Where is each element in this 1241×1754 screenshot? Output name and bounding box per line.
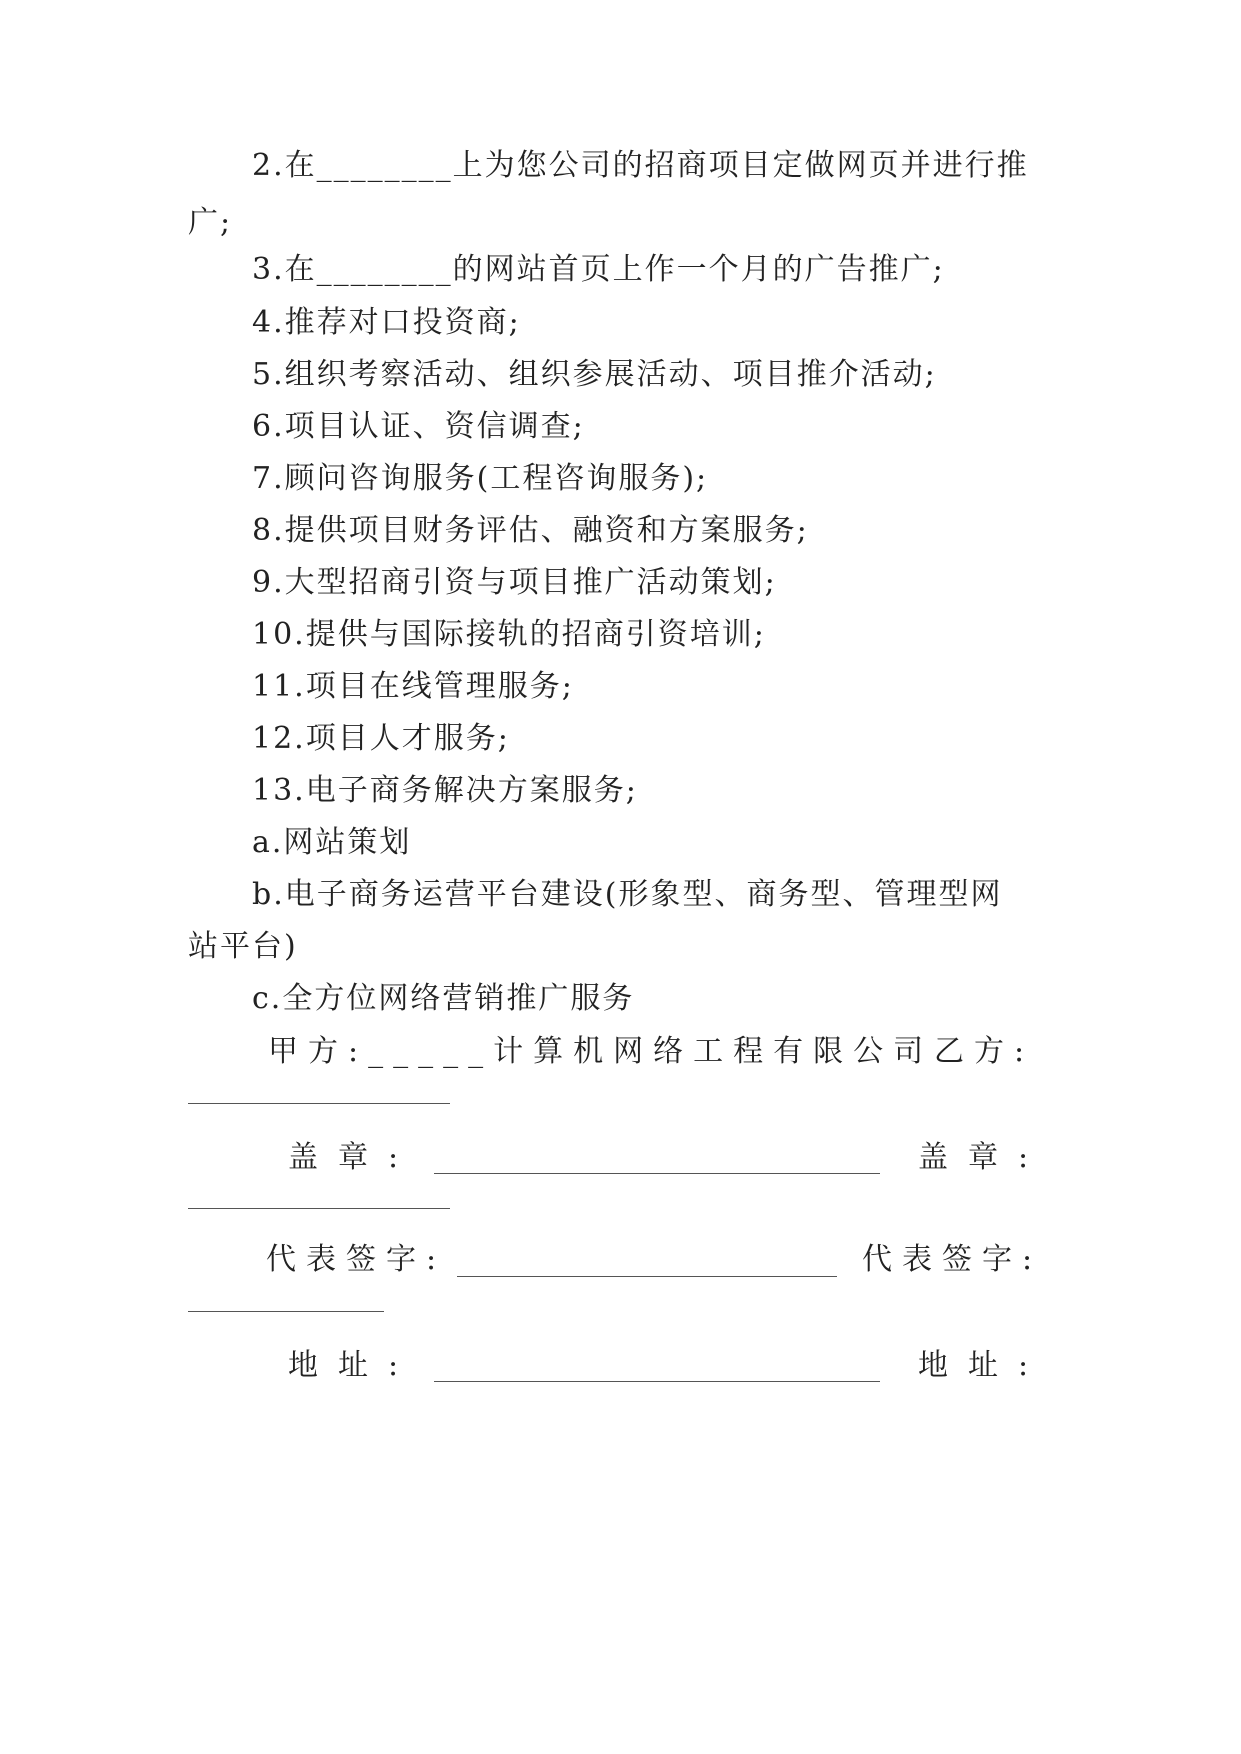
party-b-label: 乙方: [934,1034,1035,1069]
clause-7: 7.顾问咨询服务(工程咨询服务); [252,461,709,496]
addr-a-line [434,1381,880,1382]
seal-b-label: 盖章: [918,1140,1049,1175]
clause-13-a: a.网站策划 [252,825,412,860]
party-a-label: 甲方:_____计算机网络工程有限公司 [268,1034,934,1069]
clause-4: 4.推荐对口投资商; [252,305,521,340]
seal-b-line [188,1208,450,1209]
clause-5: 5.组织考察活动、组织参展活动、项目推介活动; [252,357,937,392]
addr-a-label: 地址: [288,1348,419,1383]
clause-10: 10.提供与国际接轨的招商引资培训; [252,617,766,652]
clause-12: 12.项目人才服务; [252,721,510,756]
seal-a-line [434,1173,880,1174]
party-b-line [188,1103,450,1104]
clause-13-c: c.全方位网络营销推广服务 [252,981,635,1016]
clause-13-b-continued: 站平台) [188,929,298,964]
addr-b-label: 地址: [918,1348,1049,1383]
clause-6: 6.项目认证、资信调查; [252,409,585,444]
clause-2-continued: 广; [188,205,233,240]
rep-a-label: 代表签字: [266,1242,447,1277]
clause-13-b: b.电子商务运营平台建设(形象型、商务型、管理型网 [252,877,1003,912]
rep-a-line [457,1276,837,1277]
clause-2: 2.在________上为您公司的招商项目定做网页并进行推 [252,148,1029,183]
rep-b-line [188,1311,384,1312]
clause-11: 11.项目在线管理服务; [252,669,574,704]
clause-9: 9.大型招商引资与项目推广活动策划; [252,565,777,600]
clause-3: 3.在________的网站首页上作一个月的广告推广; [252,252,945,287]
seal-a-label: 盖章: [288,1140,419,1175]
clause-8: 8.提供项目财务评估、融资和方案服务; [252,513,809,548]
rep-b-label: 代表签字: [862,1242,1043,1277]
clause-13: 13.电子商务解决方案服务; [252,773,638,808]
